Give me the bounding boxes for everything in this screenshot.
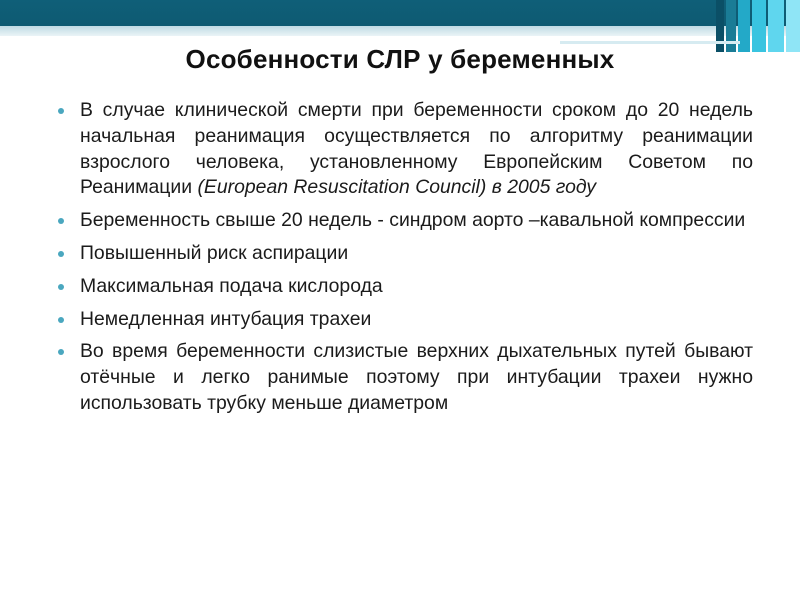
circle-bullet-icon (58, 317, 64, 323)
header-band-light (0, 26, 800, 36)
circle-bullet-icon (58, 349, 64, 355)
circle-bullet-icon (58, 218, 64, 224)
bullet-text: Беременность свыше 20 недель - синдром аорто –кавальной компрессии (80, 209, 746, 232)
bullet-text: Повышенный риск аспирации (80, 241, 349, 264)
bullet-item-intubation (56, 307, 753, 333)
bullet-text: Максимальная подача кислорода (80, 274, 383, 297)
circle-bullet-icon (58, 108, 64, 114)
header-band-dark (0, 0, 800, 26)
slide-content (56, 98, 753, 424)
bullet-item-ers-algorithm (56, 98, 753, 201)
slide-title: Особенности СЛР у беременных (185, 44, 615, 74)
bullet-item-aortocaval (56, 208, 753, 234)
bullet-item-tube-size (56, 339, 753, 416)
header-decoration-band (0, 0, 800, 40)
bullet-text: В случае клинической смерти при беременности сроком до 20 недель начальная реанимация осуществляется по алгоритму реанимации взрослого человека, установленному Европейским Советом по Реанимации (80, 99, 753, 199)
bullet-list (56, 98, 753, 417)
bullet-item-aspiration (56, 241, 753, 267)
bullet-text: Во время беременности слизистые верхних дыхательных путей бывают отёчные и легко ранимые поэтому при интубации трахеи нужно использовать трубку меньше диаметром (80, 340, 753, 414)
bullet-item-oxygen (56, 274, 753, 300)
circle-bullet-icon (58, 251, 64, 257)
circle-bullet-icon (58, 284, 64, 290)
bullet-text-italic: (European Resuscitation Council) в 2005 году (197, 176, 597, 199)
bullet-text: Немедленная интубация трахеи (80, 307, 372, 330)
